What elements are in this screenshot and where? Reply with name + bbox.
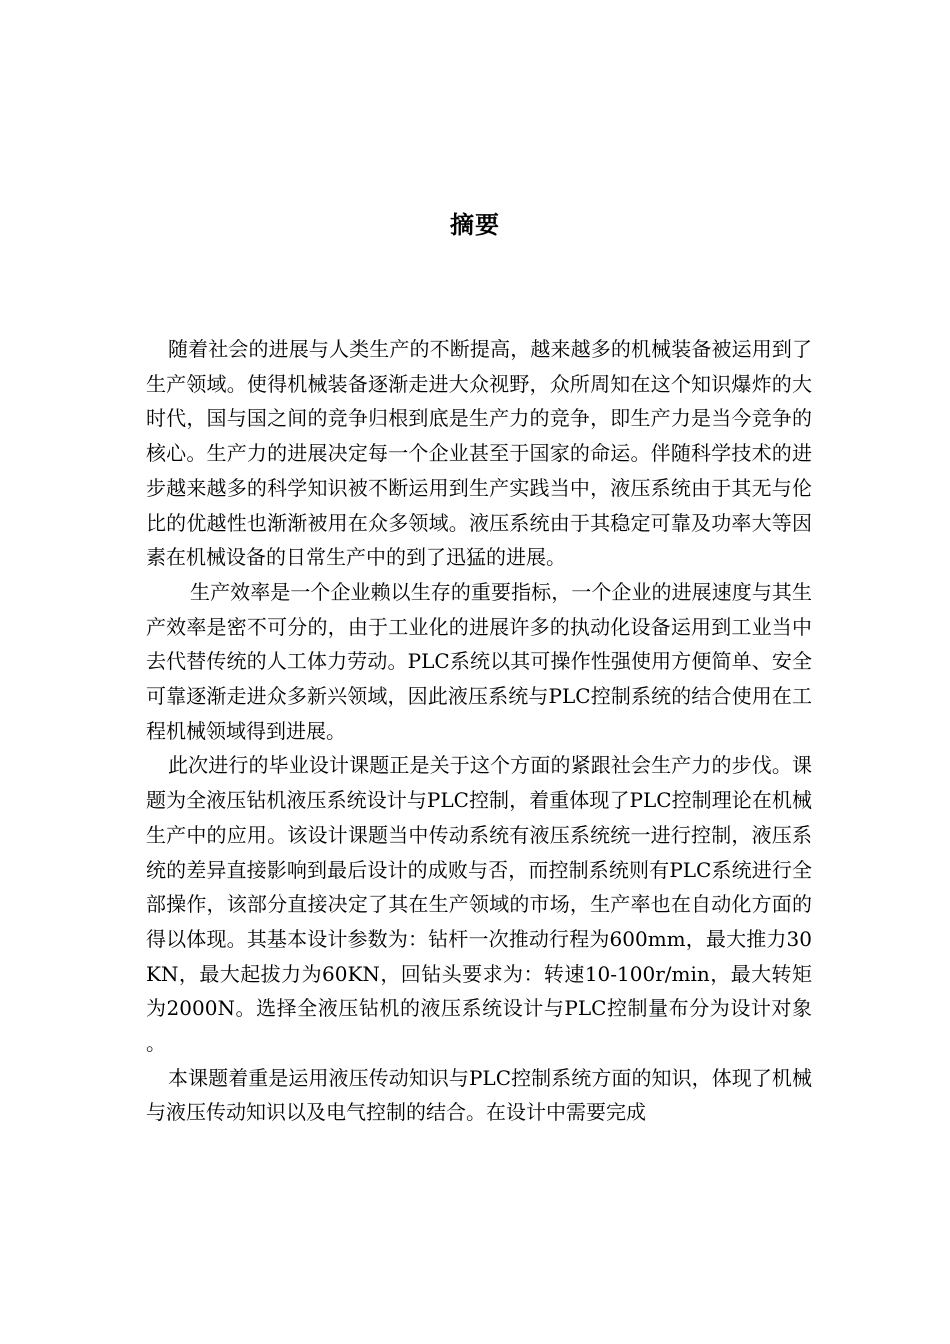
page-title: 摘要 — [450, 211, 500, 239]
paragraph-4: 本课题着重是运用液压传动知识与PLC控制系统方面的知识，体现了机械与液压传动知识以及电气控制的结合。在设计中需要完成 — [146, 1065, 812, 1125]
paragraph-2: 生产效率是一个企业赖以生存的重要指标，一个企业的进展速度与其生产效率是密不可分的，由于工业化的进展许多的执动化设备运用到工业当中去代替传统的人工体力劳动。PLC系统以其可操作性强使用方便简单、安全可靠逐渐走进众多新兴领域，因此液压系统与PLC控制系统的结合使用在工程机械领域得到进展。 — [146, 579, 812, 743]
abstract-body — [146, 332, 812, 1130]
paragraph-3: 此次进行的毕业设计课题正是关于这个方面的紧跟社会生产力的步伐。课题为全液压钻机液压系统设计与PLC控制，着重体现了PLC控制理论在机械生产中的应用。该设计课题当中传动系统有液压系统统一进行控制，液压系统的差异直接影响到最后设计的成败与否，而控制系统则有PLC系统进行全部操作，该部分直接决定了其在生产领域的市场，生产率也在自动化方面的得以体现。其基本设计参数为：钻杆一次推动行程为600mm，最大推力30KN，最大起拔力为60KN，回钻头要求为：转速10-100r/min，最大转矩为2000N。选择全液压钻机的液压系统设计与PLC控制量布分为设计对象。 — [146, 753, 812, 1056]
paragraph-1: 随着社会的进展与人类生产的不断提高，越来越多的机械装备被运用到了生产领域。使得机械装备逐渐走进大众视野，众所周知在这个知识爆炸的大时代，国与国之间的竞争归根到底是生产力的竞争，即生产力是当今竞争的核心。生产力的进展决定每一个企业甚至于国家的命运。伴随科学技术的进步越来越多的科学知识被不断运用到生产实践当中，液压系统由于其无与伦比的优越性也渐渐被用在众多领域。液压系统由于其稳定可靠及功率大等因素在机械设备的日常生产中的到了迅猛的进展。 — [146, 337, 812, 570]
